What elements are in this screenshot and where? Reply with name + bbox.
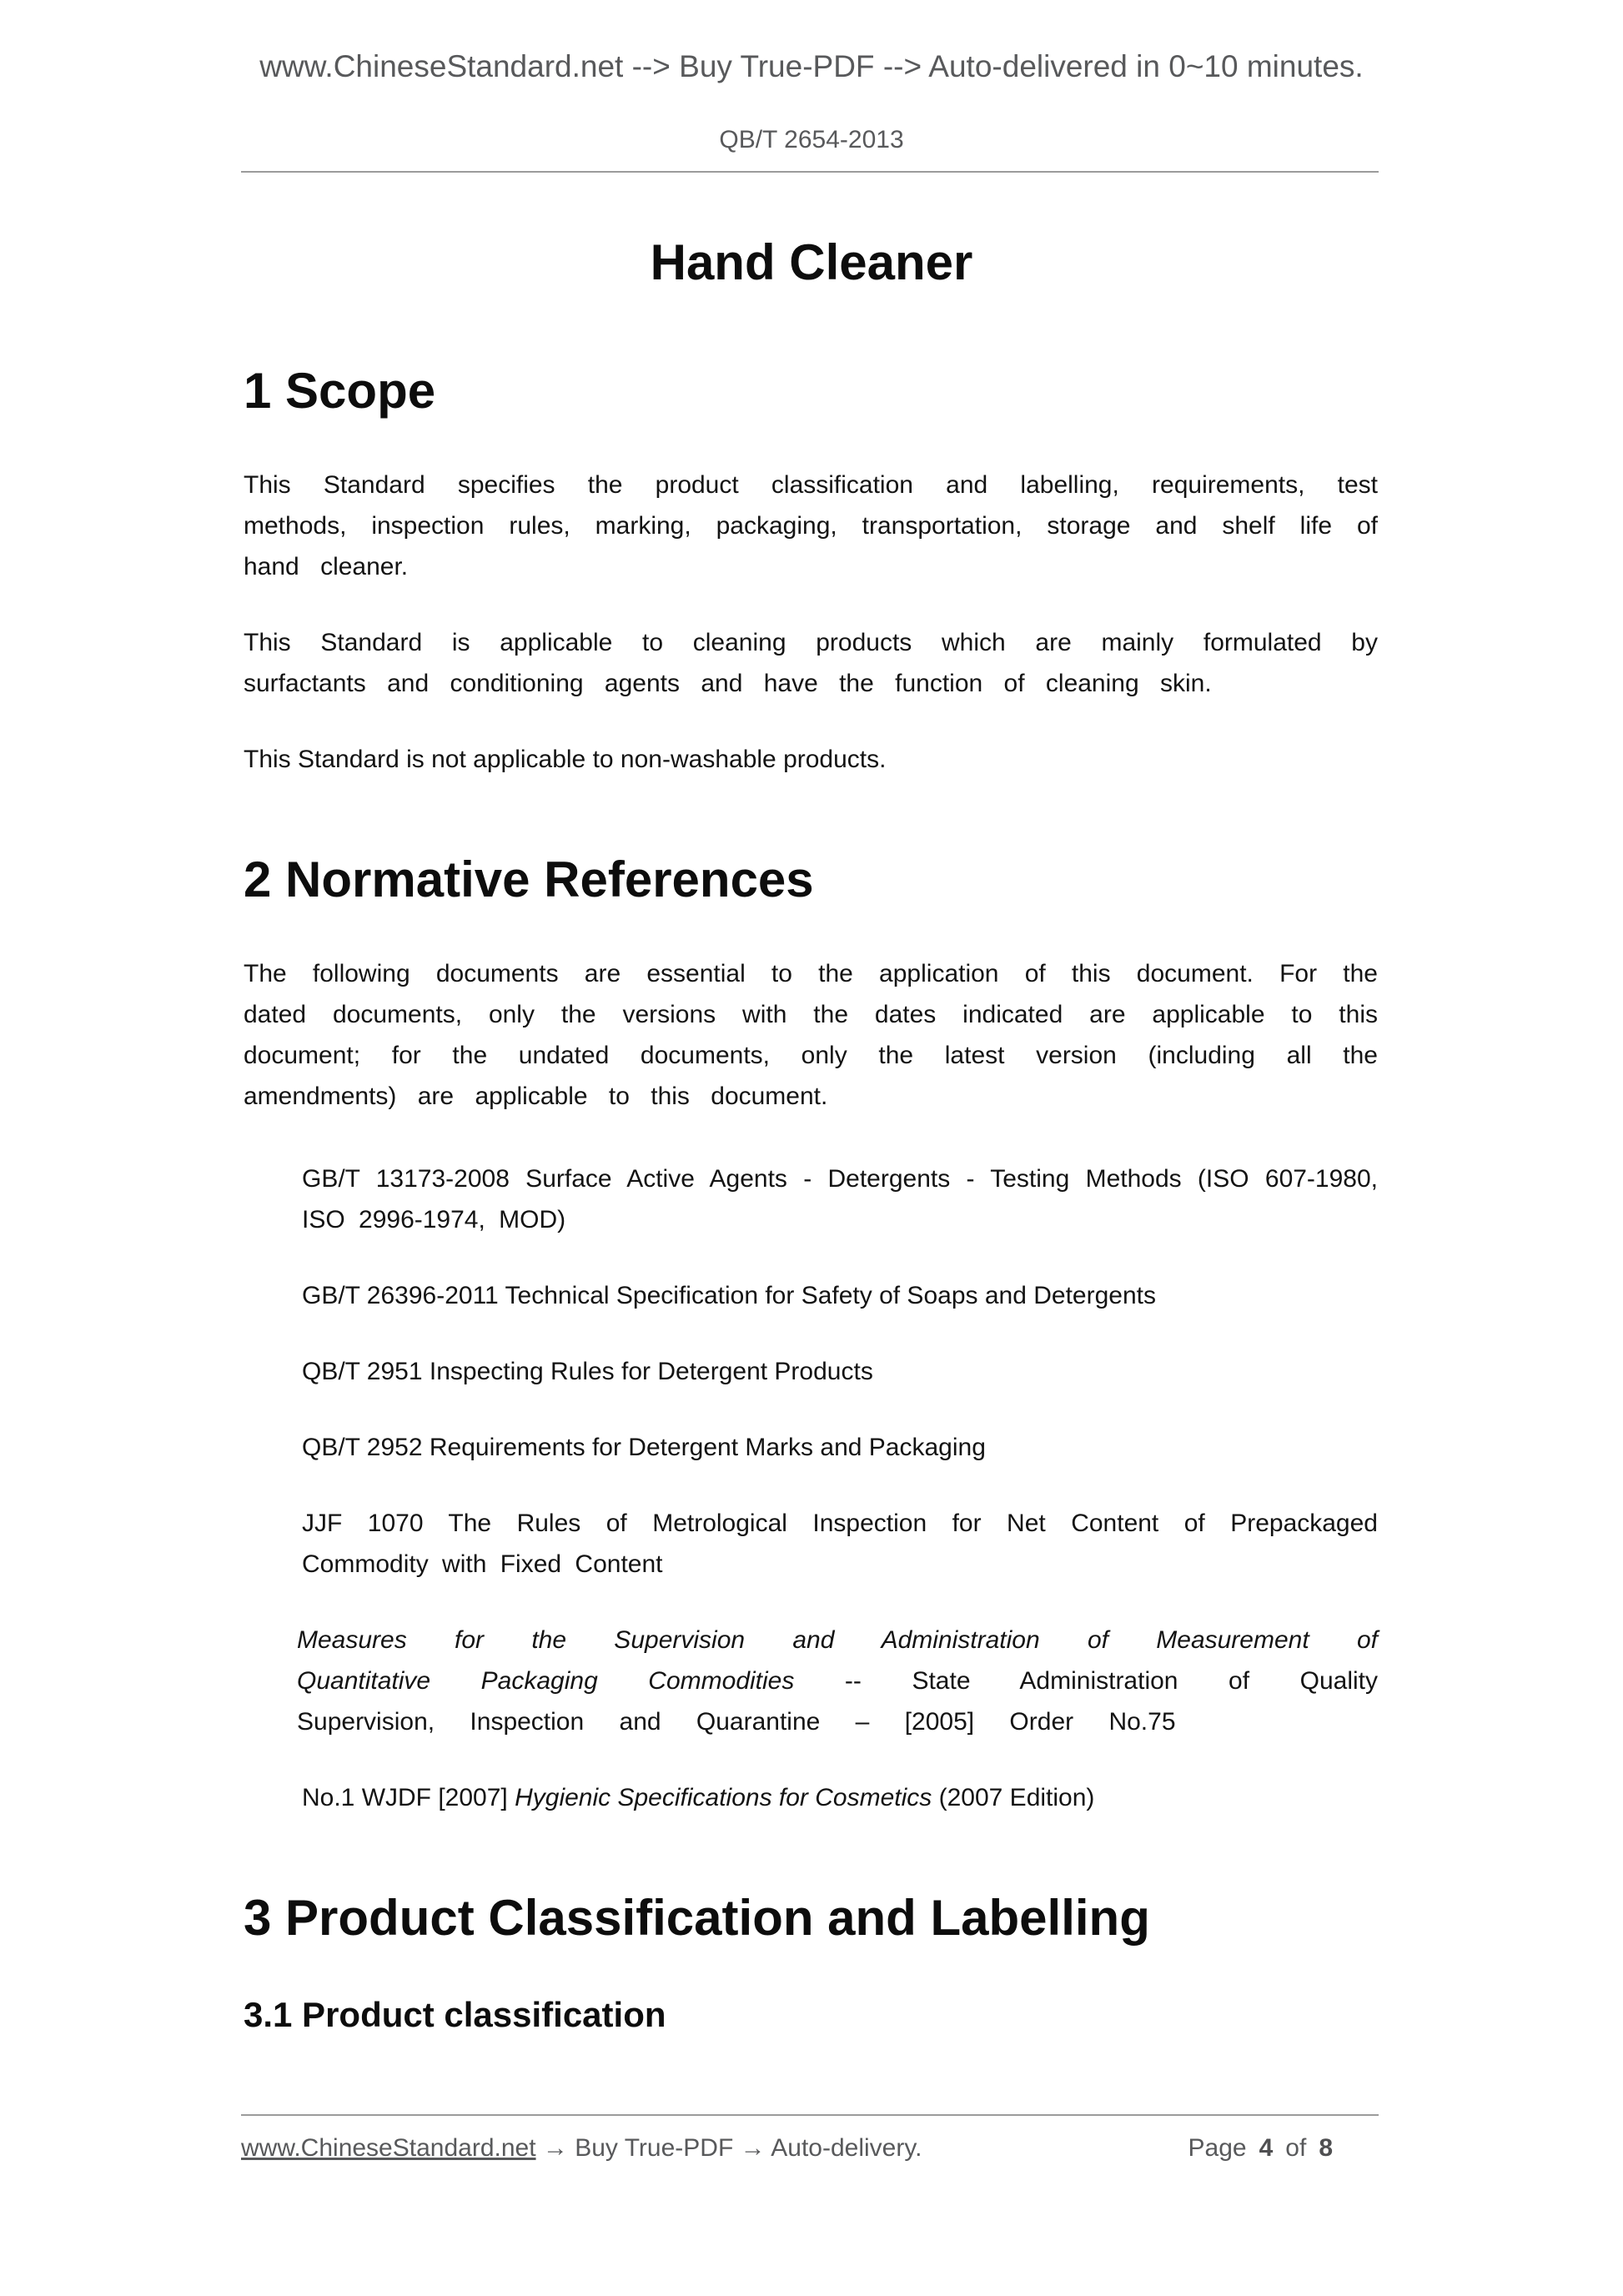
reference-item-gbt13173: GB/T 13173-2008 Surface Active Agents - Detergents - Testing Methods (ISO 607-1980, ISO 2996-1974, MOD) <box>302 1165 1378 1234</box>
reference-wjdf-paragraph <box>244 1777 1378 1818</box>
page-indicator <box>1188 2134 1379 2163</box>
wjdf-title-italic: Hygienic Specifications for Cosmetics <box>515 1784 932 1812</box>
reference-item-qbt2951: QB/T 2951 Inspecting Rules for Detergent Products <box>302 1358 873 1386</box>
wjdf-prefix-text: No.1 WJDF [2007] <box>302 1784 515 1812</box>
reference-item-qbt2952: QB/T 2952 Requirements for Detergent Marks and Packaging <box>302 1434 986 1462</box>
page-label: Page <box>1188 2134 1247 2162</box>
of-label: of <box>1285 2134 1307 2162</box>
subsection-heading-product-classification: 3.1 Product classification <box>244 1995 666 2035</box>
document-content <box>244 362 1378 2036</box>
header-banner: www.ChineseStandard.net --> Buy True-PDF --> Auto-delivered in 0~10 minutes. <box>259 49 1364 83</box>
header-divider <box>241 171 1379 173</box>
normative-intro-paragraph: The following documents are essential to the application of this document. For the dated documents, only the versions with the dates indicated are applicable to this document; for the undated documents, only the latest version (including all the amendments) are applicable to this document. <box>244 960 1378 1111</box>
reference-item-jjf1070: JJF 1070 The Rules of Metrological Inspection for Net Content of Prepackaged Commodity with Fixed Content <box>302 1510 1378 1579</box>
wjdf-suffix-text: (2007 Edition) <box>932 1784 1095 1812</box>
measures-issuer-text: -- State Administration of Quality Supervision, Inspection and Quarantine – [2005] Order No.75 <box>297 1667 1378 1736</box>
reference-measures-paragraph <box>244 1620 1378 1742</box>
measures-title-italic: Measures for the Supervision and Administration of Measurement of Quantitative Packaging Commodities <box>297 1626 1378 1696</box>
scope-paragraph-1: This Standard specifies the product classification and labelling, requirements, test methods, inspection rules, marking, packaging, transportation, storage and shelf life of hand cleaner. <box>244 471 1378 581</box>
page-title: Hand Cleaner <box>650 234 973 291</box>
footer-delivery-note <box>241 2134 922 2163</box>
section-heading-scope: 1 Scope <box>244 363 436 420</box>
page-current-number: 4 <box>1259 2134 1274 2162</box>
footer-site-link[interactable]: www.ChineseStandard.net <box>241 2134 536 2162</box>
page-total-number: 8 <box>1319 2134 1333 2162</box>
section-heading-normative-references: 2 Normative References <box>244 852 814 908</box>
reference-item-gbt26396: GB/T 26396-2011 Technical Specification for Safety of Soaps and Detergents <box>302 1282 1156 1310</box>
footer-delivery-text: → Buy True-PDF → Auto-delivery. <box>535 2134 922 2162</box>
doc-code: QB/T 2654-2013 <box>719 126 904 154</box>
page-footer <box>241 2114 1379 2163</box>
scope-paragraph-2: This Standard is applicable to cleaning products which are mainly formulated by surfactants and conditioning agents and have the function of cleaning skin. <box>244 629 1378 698</box>
scope-paragraph-3: This Standard is not applicable to non-washable products. <box>244 746 887 774</box>
section-heading-product-classification: 3 Product Classification and Labelling <box>244 1890 1150 1947</box>
